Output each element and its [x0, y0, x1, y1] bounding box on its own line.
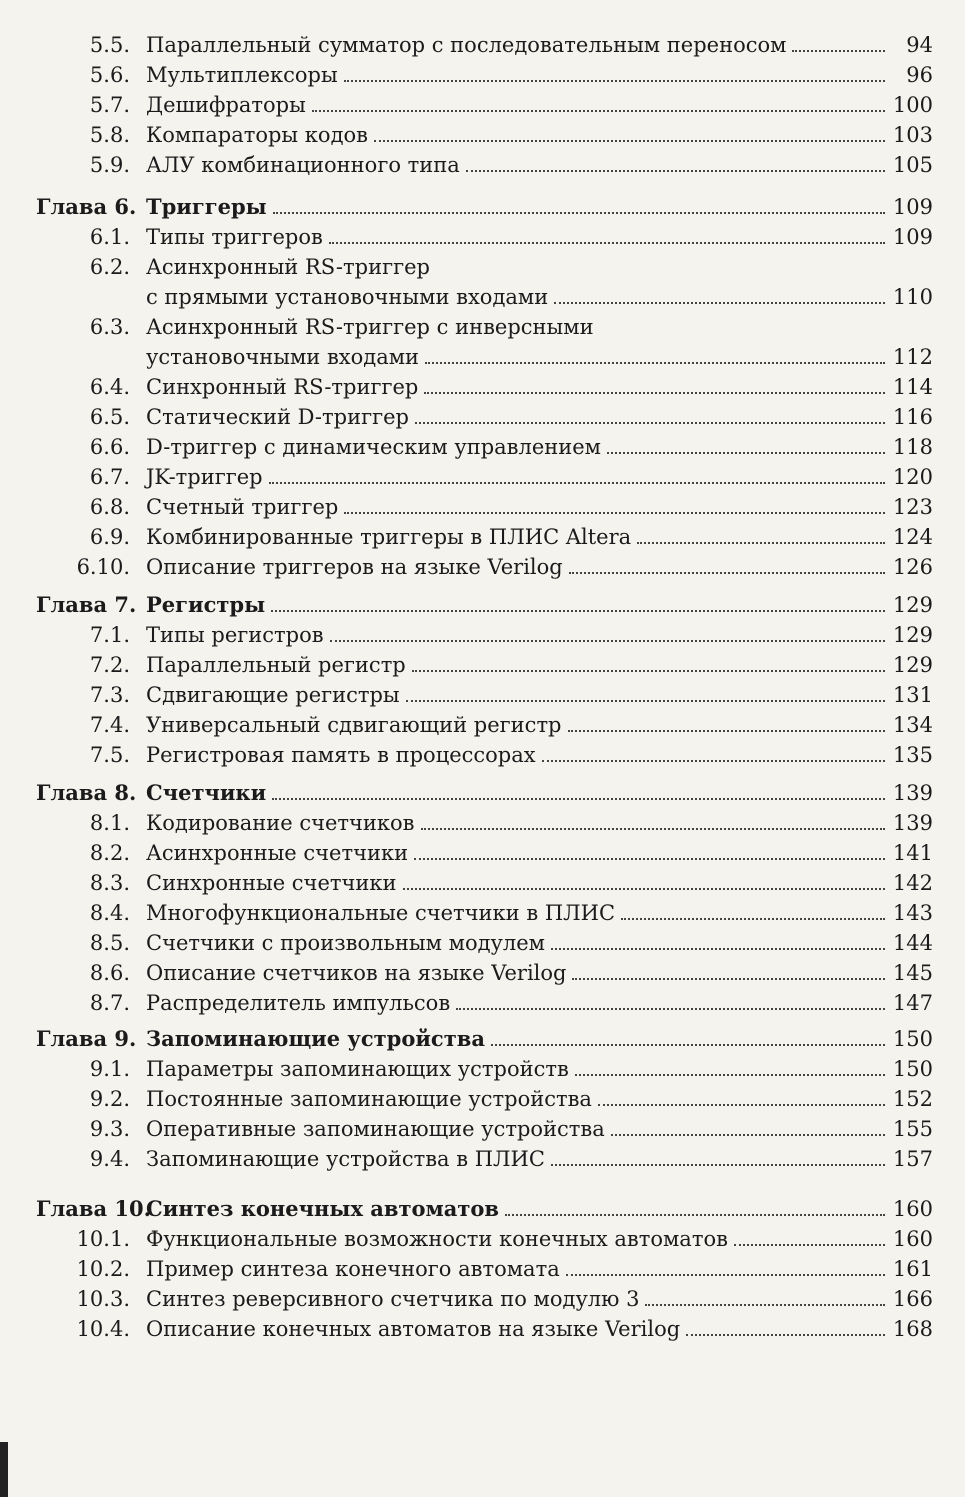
toc-section-row[interactable]	[0, 462, 965, 492]
toc-entry-page-number: 157	[892, 1147, 933, 1171]
toc-entry-number: 9.4.	[89, 1147, 130, 1171]
toc-section-row[interactable]	[0, 1284, 965, 1314]
page-edge-mark	[0, 1442, 8, 1497]
toc-entry-page-number: 124	[892, 525, 933, 549]
toc-entry-title: Счетный триггер	[146, 495, 339, 519]
toc-entry-line	[146, 1054, 933, 1084]
toc-entry-page-number: 150	[892, 1027, 933, 1051]
toc-entry-page-number: 109	[892, 195, 933, 219]
toc-entry-title: установочными входами	[146, 345, 420, 369]
toc-section-row[interactable]	[0, 928, 965, 958]
toc-entry-page-number: 126	[892, 555, 933, 579]
table-of-contents	[0, 30, 965, 1344]
toc-entry-line	[146, 60, 933, 90]
toc-entry-number: Глава 8.	[36, 780, 137, 805]
toc-entry-page-number: 100	[892, 93, 933, 117]
toc-entry-number: 6.9.	[89, 525, 130, 549]
dot-leader	[374, 121, 885, 142]
toc-entry-number: 6.5.	[89, 405, 130, 429]
toc-entry-title: Распределитель импульсов	[146, 991, 451, 1015]
toc-section-row[interactable]	[0, 120, 965, 150]
toc-entry-page-number: 116	[892, 405, 933, 429]
toc-entry-line	[146, 808, 933, 838]
dot-leader	[569, 553, 885, 574]
dot-leader	[330, 621, 885, 642]
toc-entry-line	[146, 958, 933, 988]
toc-entry-page-number: 94	[906, 33, 933, 57]
toc-entry-line	[146, 1084, 933, 1114]
toc-entry-page-number: 141	[892, 841, 933, 865]
toc-entry-title-line1: Асинхронный RS-триггер	[146, 255, 430, 279]
dot-leader	[312, 91, 885, 112]
dot-leader	[403, 869, 886, 890]
toc-entry-line	[146, 342, 933, 372]
dot-leader	[414, 839, 885, 860]
toc-entry-number: 7.1.	[89, 623, 130, 647]
toc-entry-number: 9.2.	[89, 1087, 130, 1111]
toc-entry-number: Глава 9.	[36, 1026, 137, 1051]
toc-entry-line	[146, 432, 933, 462]
toc-section-row[interactable]	[0, 680, 965, 710]
toc-section-row[interactable]	[0, 552, 965, 582]
toc-entry-line	[146, 988, 933, 1018]
toc-entry-page-number: 166	[892, 1287, 933, 1311]
toc-entry-line	[146, 150, 933, 180]
toc-entry-line	[146, 30, 933, 60]
dot-leader	[505, 1195, 885, 1216]
toc-entry-title: Синтез конечных автоматов	[146, 1196, 499, 1221]
toc-entry-title: Описание триггеров на языке Verilog	[146, 555, 563, 579]
dot-leader	[412, 651, 885, 672]
toc-entry-line	[146, 222, 933, 252]
toc-entry-title: Многофункциональные счетчики в ПЛИС	[146, 901, 616, 925]
toc-entry-line	[146, 650, 933, 680]
toc-section-row[interactable]	[0, 222, 965, 252]
toc-section-row[interactable]	[0, 1314, 965, 1344]
toc-entry-line	[146, 1284, 933, 1314]
dot-leader	[273, 193, 885, 214]
toc-entry-number: 7.4.	[89, 713, 130, 737]
dot-leader	[637, 523, 885, 544]
toc-entry-line	[146, 282, 933, 312]
toc-entry-number: 8.6.	[89, 961, 130, 985]
toc-entry-number: Глава 10.	[36, 1196, 151, 1221]
dot-leader	[607, 433, 885, 454]
toc-entry-number: 5.8.	[89, 123, 130, 147]
toc-section-row[interactable]	[0, 808, 965, 838]
toc-entry-number: Глава 6.	[36, 194, 137, 219]
toc-entry-line	[146, 522, 933, 552]
toc-entry-page-number: 109	[892, 225, 933, 249]
toc-entry-title: Синтез реверсивного счетчика по модулю 3	[146, 1287, 640, 1311]
dot-leader	[424, 373, 885, 394]
toc-section-row[interactable]	[0, 988, 965, 1018]
toc-entry-title: Описание счетчиков на языке Verilog	[146, 961, 567, 985]
toc-entry-number: 9.1.	[89, 1057, 130, 1081]
toc-entry-number: 6.2.	[89, 255, 130, 279]
toc-entry-line	[146, 740, 933, 770]
toc-section-row[interactable]	[0, 898, 965, 928]
toc-entry-line	[146, 1224, 933, 1254]
dot-leader	[415, 403, 885, 424]
toc-entry-number: 6.8.	[89, 495, 130, 519]
toc-entry-number: 5.6.	[89, 63, 130, 87]
toc-entry-title: D-триггер с динамическим управлением	[146, 435, 602, 459]
toc-entry-page-number: 135	[892, 743, 933, 767]
dot-leader	[542, 741, 885, 762]
toc-entry-title: Универсальный сдвигающий регистр	[146, 713, 562, 737]
dot-leader	[466, 151, 885, 172]
dot-leader	[406, 681, 885, 702]
toc-entry-line	[146, 462, 933, 492]
spacer	[0, 770, 965, 778]
toc-entry-line	[146, 402, 933, 432]
toc-entry-number: 10.3.	[76, 1287, 130, 1311]
dot-leader	[456, 989, 885, 1010]
toc-entry-page-number: 120	[892, 465, 933, 489]
toc-section-row[interactable]	[0, 838, 965, 868]
toc-entry-title: Статический D-триггер	[146, 405, 409, 429]
dot-leader	[269, 463, 885, 484]
toc-entry-number: 5.7.	[89, 93, 130, 117]
toc-entry-number: 5.5.	[89, 33, 130, 57]
toc-entry-page-number: 139	[892, 781, 933, 805]
dot-leader	[734, 1225, 885, 1246]
toc-section-row[interactable]	[0, 710, 965, 740]
toc-entry-title: Регистры	[146, 592, 266, 617]
toc-entry-number: 5.9.	[89, 153, 130, 177]
toc-entry-page-number: 105	[892, 153, 933, 177]
toc-entry-title: Параметры запоминающих устройств	[146, 1057, 569, 1081]
toc-section-row[interactable]	[0, 1224, 965, 1254]
dot-leader	[344, 493, 885, 514]
toc-entry-number: 8.2.	[89, 841, 130, 865]
toc-entry-page-number: 112	[892, 345, 933, 369]
toc-entry-title: Счетчики	[146, 780, 267, 805]
toc-entry-page-number: 150	[892, 1057, 933, 1081]
toc-chapter-row[interactable]	[0, 192, 965, 222]
toc-entry-page-number: 118	[892, 435, 933, 459]
toc-entry-line	[146, 1144, 933, 1174]
toc-entry-title: Счетчики с произвольным модулем	[146, 931, 545, 955]
toc-entry-page-number: 168	[892, 1317, 933, 1341]
toc-entry-page-number: 152	[892, 1087, 933, 1111]
toc-entry-title: Описание конечных автоматов на языке Verilog	[146, 1317, 681, 1341]
toc-entry-page-number: 161	[892, 1257, 933, 1281]
toc-entry-number: 6.6.	[89, 435, 130, 459]
toc-section-row[interactable]	[0, 252, 965, 312]
toc-section-row[interactable]	[0, 60, 965, 90]
dot-leader	[792, 31, 885, 52]
toc-entry-title: Сдвигающие регистры	[146, 683, 400, 707]
toc-entry-title: Комбинированные триггеры в ПЛИС Altera	[146, 525, 632, 549]
toc-entry-title: Постоянные запоминающие устройства	[146, 1087, 592, 1111]
toc-section-row[interactable]	[0, 740, 965, 770]
toc-entry-line	[146, 1114, 933, 1144]
dot-leader	[272, 779, 885, 800]
dot-leader	[645, 1285, 885, 1306]
toc-entry-number: Глава 7.	[36, 592, 137, 617]
toc-entry-line	[146, 492, 933, 522]
toc-entry-page-number: 139	[892, 811, 933, 835]
dot-leader	[686, 1315, 885, 1336]
toc-section-row[interactable]	[0, 30, 965, 60]
toc-entry-page-number: 129	[892, 623, 933, 647]
toc-section-row[interactable]	[0, 522, 965, 552]
dot-leader	[329, 223, 885, 244]
dot-leader	[344, 61, 885, 82]
toc-entry-title: Параллельный регистр	[146, 653, 406, 677]
toc-entry-line	[146, 928, 933, 958]
toc-entry-line	[146, 868, 933, 898]
toc-entry-title-line1: Асинхронный RS-триггер с инверсными	[146, 315, 594, 339]
toc-entry-page-number: 160	[892, 1227, 933, 1251]
toc-section-row[interactable]	[0, 312, 965, 372]
toc-entry-number: 6.3.	[89, 315, 130, 339]
toc-entry-page-number: 147	[892, 991, 933, 1015]
toc-entry-line	[146, 710, 933, 740]
toc-entry-title: Запоминающие устройства в ПЛИС	[146, 1147, 545, 1171]
toc-entry-title: Синхронные счетчики	[146, 871, 397, 895]
toc-entry-line	[146, 680, 933, 710]
toc-entry-title: Регистровая память в процессорах	[146, 743, 536, 767]
toc-section-row[interactable]	[0, 1054, 965, 1084]
toc-entry-number: 8.7.	[89, 991, 130, 1015]
toc-entry-page-number: 103	[892, 123, 933, 147]
toc-entry-number: 6.7.	[89, 465, 130, 489]
spacer	[0, 1174, 965, 1194]
toc-chapter-row[interactable]	[0, 590, 965, 620]
toc-entry-number: 8.3.	[89, 871, 130, 895]
toc-chapter-row[interactable]	[0, 778, 965, 808]
toc-entry-title: Дешифраторы	[146, 93, 306, 117]
dot-leader	[611, 1115, 885, 1136]
toc-entry-line	[146, 1194, 933, 1224]
dot-leader	[572, 959, 885, 980]
spacer	[0, 582, 965, 590]
toc-entry-page-number: 110	[892, 285, 933, 309]
toc-entry-line	[146, 1254, 933, 1284]
toc-entry-number: 9.3.	[89, 1117, 130, 1141]
toc-entry-line	[146, 192, 933, 222]
toc-entry-title: Синхронный RS-триггер	[146, 375, 419, 399]
toc-section-row[interactable]	[0, 1254, 965, 1284]
toc-entry-number: 8.1.	[89, 811, 130, 835]
toc-section-row[interactable]	[0, 1114, 965, 1144]
toc-section-row[interactable]	[0, 868, 965, 898]
toc-section-row[interactable]	[0, 650, 965, 680]
toc-entry-number: 8.4.	[89, 901, 130, 925]
toc-entry-line	[146, 778, 933, 808]
toc-entry-page-number: 129	[892, 593, 933, 617]
toc-entry-page-number: 145	[892, 961, 933, 985]
toc-entry-number: 10.2.	[76, 1257, 130, 1281]
dot-leader	[491, 1025, 885, 1046]
toc-entry-title: АЛУ комбинационного типа	[146, 153, 460, 177]
toc-entry-title: Кодирование счетчиков	[146, 811, 415, 835]
toc-entry-number: 7.2.	[89, 653, 130, 677]
toc-entry-line	[146, 838, 933, 868]
toc-section-row[interactable]	[0, 150, 965, 180]
dot-leader	[554, 283, 885, 304]
toc-entry-page-number: 123	[892, 495, 933, 519]
toc-entry-line	[146, 120, 933, 150]
toc-section-row[interactable]	[0, 958, 965, 988]
toc-entry-page-number: 114	[892, 375, 933, 399]
toc-section-row[interactable]	[0, 1084, 965, 1114]
dot-leader	[568, 711, 886, 732]
toc-section-row[interactable]	[0, 620, 965, 650]
toc-entry-title: Асинхронные счетчики	[146, 841, 409, 865]
toc-section-row[interactable]	[0, 402, 965, 432]
toc-entry-page-number: 155	[892, 1117, 933, 1141]
toc-entry-number: 7.3.	[89, 683, 130, 707]
toc-section-row[interactable]	[0, 90, 965, 120]
toc-entry-number: 6.10.	[76, 555, 130, 579]
toc-entry-title: Оперативные запоминающие устройства	[146, 1117, 605, 1141]
toc-entry-line	[146, 620, 933, 650]
dot-leader	[271, 591, 885, 612]
toc-chapter-row[interactable]	[0, 1024, 965, 1054]
toc-entry-page-number: 144	[892, 931, 933, 955]
toc-entry-page-number: 129	[892, 653, 933, 677]
toc-entry-title: Запоминающие устройства	[146, 1026, 485, 1051]
toc-entry-line	[146, 1314, 933, 1344]
toc-entry-title: Типы триггеров	[146, 225, 323, 249]
dot-leader	[551, 1145, 885, 1166]
toc-entry-title: Функциональные возможности конечных автоматов	[146, 1227, 728, 1251]
toc-entry-page-number: 96	[906, 63, 933, 87]
dot-leader	[566, 1255, 885, 1276]
toc-entry-number: 7.5.	[89, 743, 130, 767]
toc-entry-page-number: 143	[892, 901, 933, 925]
toc-section-row[interactable]	[0, 372, 965, 402]
toc-entry-number: 6.1.	[89, 225, 130, 249]
toc-entry-title: Мультиплексоры	[146, 63, 338, 87]
dot-leader	[421, 809, 885, 830]
toc-entry-number: 6.4.	[89, 375, 130, 399]
toc-section-row[interactable]	[0, 432, 965, 462]
toc-section-row[interactable]	[0, 492, 965, 522]
dot-leader	[598, 1085, 885, 1106]
spacer	[0, 180, 965, 192]
toc-section-row[interactable]	[0, 1144, 965, 1174]
toc-entry-line	[146, 898, 933, 928]
dot-leader	[425, 343, 885, 364]
toc-entry-page-number: 142	[892, 871, 933, 895]
toc-entry-number: 8.5.	[89, 931, 130, 955]
toc-entry-title: Пример синтеза конечного автомата	[146, 1257, 560, 1281]
toc-entry-page-number: 134	[892, 713, 933, 737]
toc-entry-title: Параллельный сумматор с последовательным переносом	[146, 33, 787, 57]
toc-entry-page-number: 160	[892, 1197, 933, 1221]
toc-entry-title: с прямыми установочными входами	[146, 285, 549, 309]
toc-entry-page-number: 131	[892, 683, 933, 707]
toc-entry-number: 10.1.	[76, 1227, 130, 1251]
toc-entry-line	[146, 1024, 933, 1054]
toc-entry-title: Компараторы кодов	[146, 123, 368, 147]
dot-leader	[575, 1055, 885, 1076]
dot-leader	[551, 929, 885, 950]
toc-entry-title: Типы регистров	[146, 623, 324, 647]
toc-entry-line	[146, 590, 933, 620]
toc-chapter-row[interactable]	[0, 1194, 965, 1224]
toc-entry-title: Триггеры	[146, 194, 267, 219]
toc-entry-number: 10.4.	[76, 1317, 130, 1341]
toc-entry-line	[146, 90, 933, 120]
toc-entry-line	[146, 552, 933, 582]
toc-entry-title: JK-триггер	[146, 465, 263, 489]
toc-entry-line	[146, 372, 933, 402]
dot-leader	[621, 899, 885, 920]
